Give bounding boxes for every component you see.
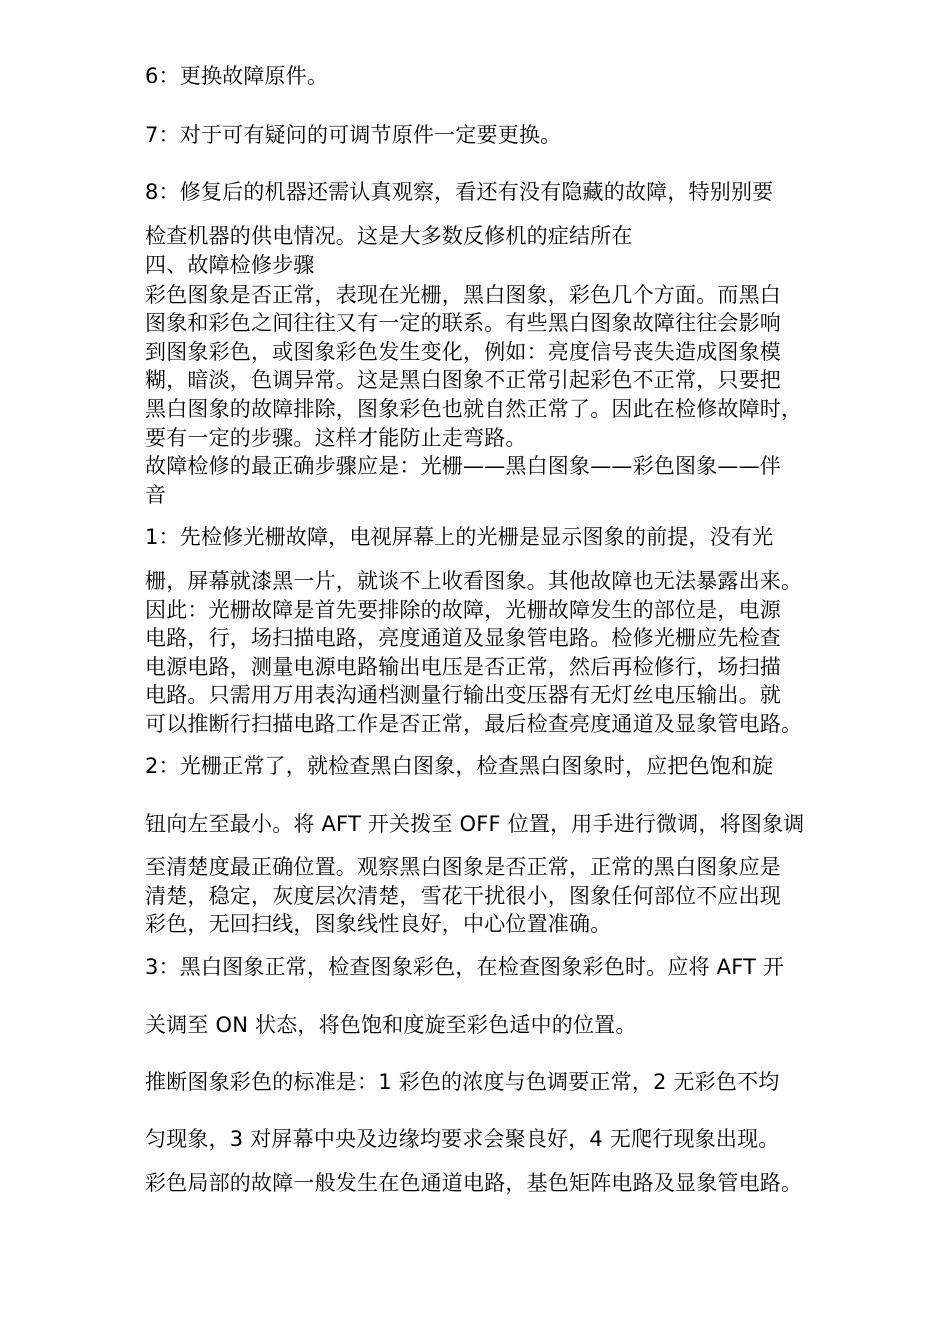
text-line: 匀现象，3 对屏幕中央及边缘均要求会聚良好，4 无爬行现象出现。	[145, 1127, 780, 1151]
text-line: 栅，屏幕就漆黑一片，就谈不上收看图象。其他故障也无法暴露出来。	[145, 569, 803, 593]
text-line: 清楚，稳定，灰度层次清楚，雪花干扰很小，图象任何部位不应出现	[145, 884, 781, 908]
text-line: 钮向左至最小。将 AFT 开关拨至 OFF 位置，用手进行微调，将图象调	[145, 812, 805, 836]
text-line: 黑白图象的故障排除，图象彩色也就自然正常了。因此在检修故障时，	[145, 397, 803, 421]
text-line: 可以推断行扫描电路工作是否正常，最后检查亮度通道及显象管电路。	[145, 712, 803, 736]
text-line: 糊，暗淡，色调异常。这是黑白图象不正常引起彩色不正常，只要把	[145, 368, 781, 392]
text-line: 图象和彩色之间往往又有一定的联系。有些黑白图象故障往往会影响	[145, 311, 781, 335]
text-line: 6：更换故障原件。	[145, 64, 329, 88]
text-line: 彩色，无回扫线，图象线性良好，中心位置准确。	[145, 912, 612, 936]
text-line: 关调至 ON 状态，将色饱和度旋至彩色适中的位置。	[145, 1013, 637, 1037]
text-line: 检查机器的供电情况。这是大多数反修机的症结所在	[145, 224, 633, 248]
text-line: 电源电路，测量电源电路输出电压是否正常，然后再检修行，场扫描	[145, 655, 781, 679]
text-line: 电路。只需用万用表沟通档测量行输出变压器有无灯丝电压输出。就	[145, 683, 781, 707]
section-heading: 四、故障检修步骤	[145, 253, 315, 277]
text-line: 音	[145, 483, 167, 507]
text-line: 电路，行，场扫描电路，亮度通道及显象管电路。检修光栅应先检查	[145, 626, 781, 650]
text-line: 8：修复后的机器还需认真观察，看还有没有隐藏的故障，特别别要	[145, 180, 774, 204]
text-line: 推断图象彩色的标准是：1 彩色的浓度与色调要正常，2 无彩色不均	[145, 1070, 780, 1094]
text-line: 2：光栅正常了，就检查黑白图象，检查黑白图象时，应把色饱和旋	[145, 754, 774, 778]
text-line: 7：对于可有疑问的可调节原件一定要更换。	[145, 123, 562, 147]
text-line: 至清楚度最正确位置。观察黑白图象是否正常，正常的黑白图象应是	[145, 855, 781, 879]
text-line: 1：先检修光栅故障，电视屏幕上的光栅是显示图象的前提，没有光	[145, 525, 774, 549]
text-line: 彩色局部的故障一般发生在色通道电路，基色矩阵电路及显象管电路。	[145, 1171, 803, 1195]
text-line: 故障检修的最正确步骤应是：光栅——黑白图象——彩色图象——伴	[145, 454, 781, 478]
text-line: 因此：光栅故障是首先要排除的故障，光栅故障发生的部位是，电源	[145, 598, 781, 622]
text-line: 3：黑白图象正常，检查图象彩色，在检查图象彩色时。应将 AFT 开	[145, 955, 785, 979]
text-line: 彩色图象是否正常，表现在光栅，黑白图象，彩色几个方面。而黑白	[145, 283, 781, 307]
text-line: 到图象彩色，或图象彩色发生变化，例如：亮度信号丧失造成图象模	[145, 340, 781, 364]
text-line: 要有一定的步骤。这样才能防止走弯路。	[145, 426, 527, 450]
